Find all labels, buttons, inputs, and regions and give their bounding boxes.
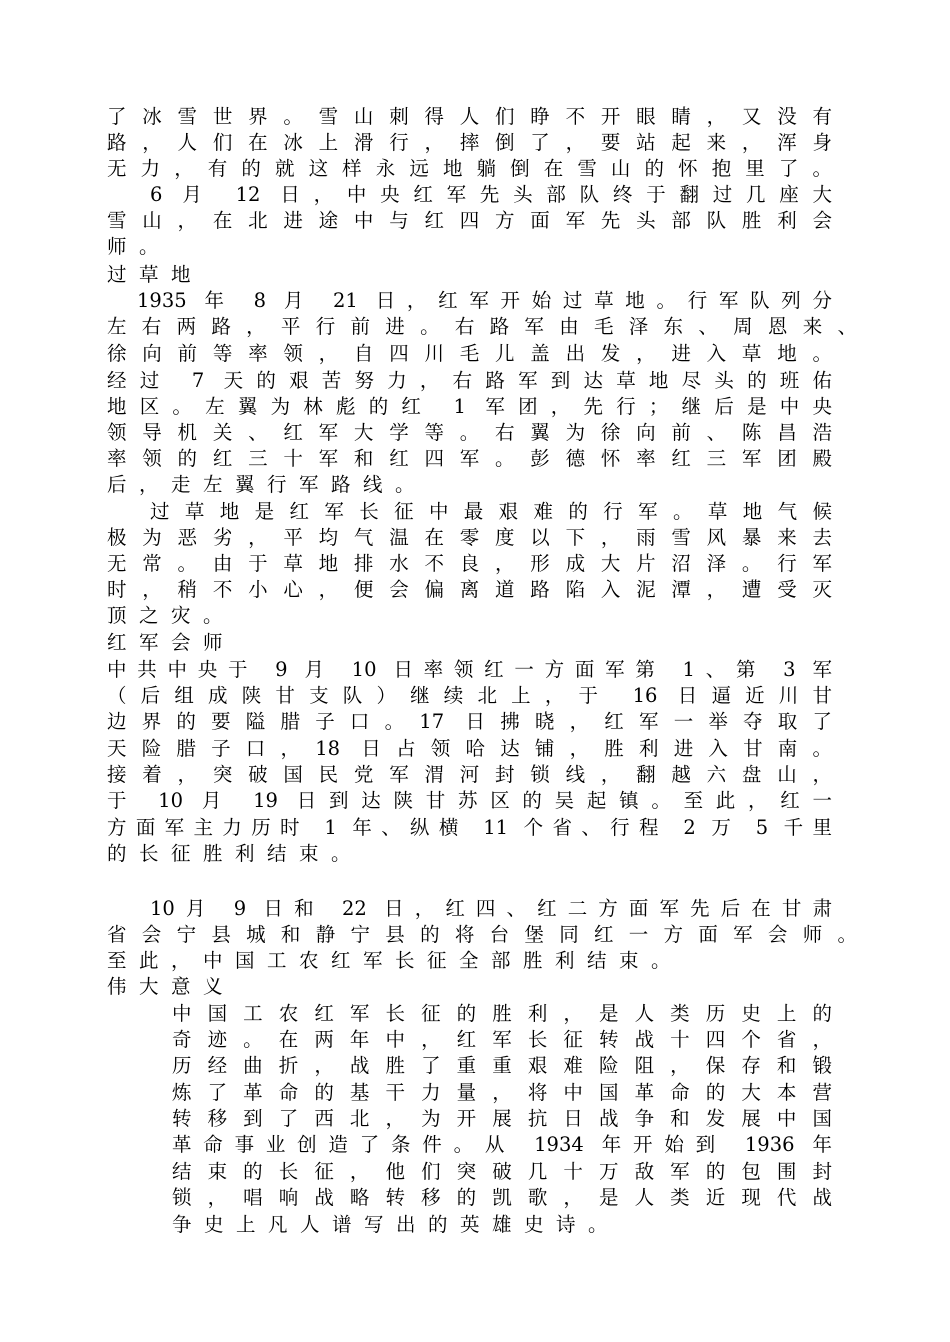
- paragraph-line: 无常。由于草地排水不良，形成大片沼泽。行军: [107, 552, 832, 575]
- paragraph-line: 了冰雪世界。雪山刺得人们睁不开眼睛，又没有: [107, 105, 832, 128]
- list-item-line: 历经曲折，战胜了重重艰难险阻，保存和锻: [172, 1054, 832, 1077]
- list-item-line: 结束的长征，他们突破几十万敌军的包围封: [172, 1160, 832, 1183]
- list-item-line: 炼了革命的基干力量，将中国革命的大本营: [172, 1081, 832, 1104]
- paragraph-line: 1935 年 8 月 21 日，红军开始过草地。行军队列分: [137, 289, 832, 312]
- paragraph-line: 领导机关、红军大学等。右翼为徐向前、陈昌浩: [107, 421, 832, 444]
- paragraph-line: 后，走左翼行军路线。: [107, 473, 428, 496]
- list-item-line: 锁，唱响战略转移的凯歌，是人类近现代战: [172, 1186, 832, 1209]
- paragraph-line: 率领的红三十军和红四军。彭德怀率红三军团殿: [107, 447, 832, 470]
- list-item-line: 转移到了西北，为开展抗日战争和发展中国: [172, 1107, 832, 1130]
- paragraph-line: 6 月 12 日，中央红军先头部队终于翻过几座大: [150, 183, 832, 206]
- paragraph-line: 方面军主力历时 1 年、纵横 11 个省、行程 2 万 5 千里: [107, 816, 832, 839]
- paragraph-line: 接着，突破国民党军渭河封锁线，翻越六盘山，: [107, 763, 832, 786]
- paragraph-line: 经过 7 天的艰苦努力，右路军到达草地尽头的班佑: [107, 369, 832, 392]
- paragraph-line: 10月 9 日和 22 日，红四、红二方面军先后在甘肃: [150, 897, 832, 920]
- paragraph-line: 至此，中国工农红军长征全部胜利结束。: [107, 949, 684, 972]
- paragraph-line: 中共中央于 9 月 10 日率领红一方面军第 1、第 3 军: [107, 658, 832, 681]
- paragraph-line: 边界的要隘腊子口。17 日拂晓，红军一举夺取了: [107, 710, 832, 733]
- paragraph-line: 无力，有的就这样永远地躺倒在雪山的怀抱里了。: [107, 157, 832, 180]
- paragraph-line: 过草地是红军长征中最艰难的行军。草地气候: [150, 500, 832, 523]
- list-item-line: 中国工农红军长征的胜利，是人类历史上的: [172, 1002, 832, 1025]
- paragraph-line: 于 10 月 19 日到达陕甘苏区的吴起镇。至此，红一: [107, 789, 832, 812]
- list-item-line: 争史上凡人谱写出的英雄史诗。: [172, 1213, 621, 1236]
- paragraph-line: 徐向前等率领，自四川毛儿盖出发，进入草地。: [107, 342, 832, 365]
- paragraph-line: 雪山，在北进途中与红四方面军先头部队胜利会: [107, 209, 832, 232]
- paragraph-line: 左右两路，平行前进。右路军由毛泽东、周恩来、: [107, 315, 857, 338]
- list-item-line: 奇迹。在两年中，红军长征转战十四个省，: [172, 1028, 832, 1051]
- paragraph-line: 省会宁县城和静宁县的将台堡同红一方面军会师。: [107, 923, 857, 946]
- list-item-line: 革命事业创造了条件。从 1934 年开始到 1936 年: [172, 1133, 832, 1156]
- paragraph-line: 路，人们在冰上滑行，摔倒了，要站起来，浑身: [107, 131, 832, 154]
- paragraph-line: （后组成陕甘支队）继续北上，于 16 日逼近川甘: [107, 684, 832, 707]
- paragraph-line: 地区。左翼为林彪的红 1 军团，先行；继后是中央: [107, 395, 832, 418]
- paragraph-line: 极为恶劣，平均气温在零度以下，雨雪风暴来去: [107, 526, 832, 549]
- section-heading-significance: 伟大意义: [107, 975, 236, 998]
- paragraph-line: 师。: [107, 235, 172, 258]
- paragraph-line: 顶之灾。: [107, 604, 236, 627]
- section-heading-reunion: 红军会师: [107, 631, 236, 654]
- paragraph-line: 时，稍不小心，便会偏离道路陷入泥潭，遭受灭: [107, 578, 832, 601]
- paragraph-line: 的长征胜利结束。: [107, 842, 364, 865]
- section-heading-grassland: 过草地: [107, 263, 204, 286]
- paragraph-line: 天险腊子口，18 日占领哈达铺，胜利进入甘南。: [107, 737, 832, 760]
